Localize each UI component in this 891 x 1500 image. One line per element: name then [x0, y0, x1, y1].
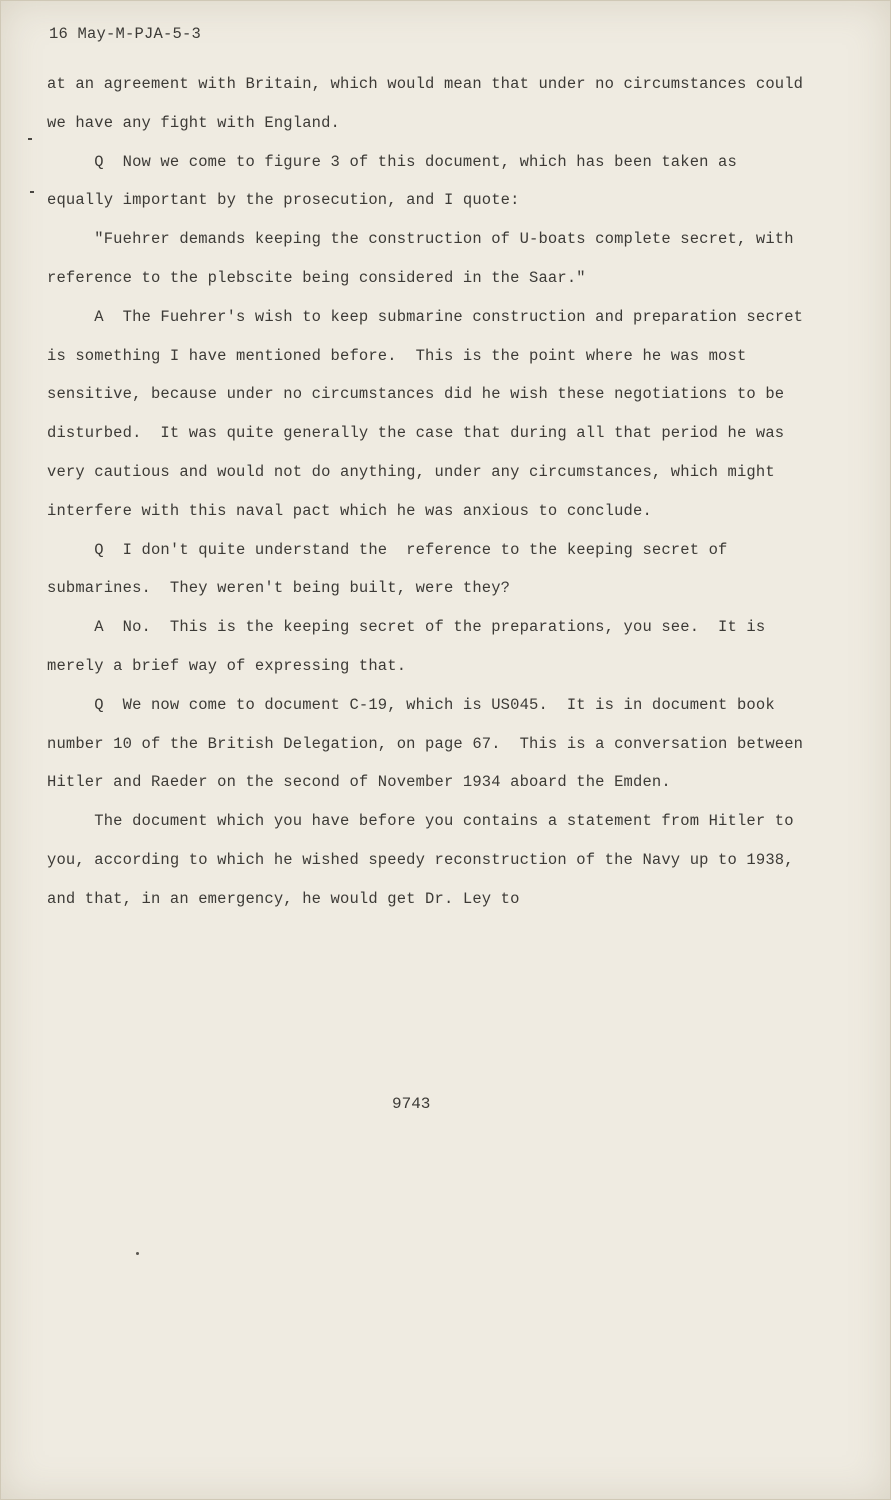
text-line: Q Now we come to figure 3 of this document, which has been taken as [47, 152, 737, 171]
text-line: and that, in an emergency, he would get Dr. Ley to [47, 889, 520, 908]
margin-mark [28, 138, 32, 140]
text-line: is something I have mentioned before. This is the point where he was most [47, 346, 747, 365]
page-header: 16 May-M-PJA-5-3 [49, 25, 202, 43]
text-line: Hitler and Raeder on the second of November 1934 aboard the Emden. [47, 773, 671, 792]
text-line: submarines. They weren't being built, were they? [47, 579, 511, 598]
text-line: equally important by the prosecution, and I quote: [47, 191, 520, 210]
text-line: at an agreement with Britain, which would mean that under no circumstances could [47, 75, 804, 93]
transcript-body [47, 65, 847, 919]
text-line: Q We now come to document C-19, which is US045. It is in document book [47, 695, 775, 714]
page-number: 9743 [392, 1095, 431, 1113]
text-line: interfere with this naval pact which he was anxious to conclude. [47, 501, 652, 520]
text-line: A The Fuehrer's wish to keep submarine construction and preparation secret [47, 307, 804, 326]
text-line: very cautious and would not do anything, under any circumstances, which might [47, 462, 775, 481]
text-line: "Fuehrer demands keeping the construction of U-boats complete secret, with [47, 230, 794, 249]
text-line: you, according to which he wished speedy reconstruction of the Navy up to 1938, [47, 850, 794, 869]
paper-speck [136, 1252, 139, 1255]
text-line: A No. This is the keeping secret of the preparations, you see. It is [47, 618, 766, 637]
text-line: The document which you have before you contains a statement from Hitler to [47, 812, 794, 831]
text-line: we have any fight with England. [47, 113, 340, 132]
text-line: number 10 of the British Delegation, on page 67. This is a conversation between [47, 734, 804, 753]
text-line: sensitive, because under no circumstances did he wish these negotiations to be [47, 385, 785, 404]
text-line: reference to the plebscite being considered in the Saar." [47, 268, 586, 287]
margin-mark [30, 191, 34, 193]
text-line: Q I don't quite understand the reference to the keeping secret of [47, 540, 728, 559]
text-line: disturbed. It was quite generally the case that during all that period he was [47, 424, 785, 443]
text-line: merely a brief way of expressing that. [47, 656, 407, 675]
